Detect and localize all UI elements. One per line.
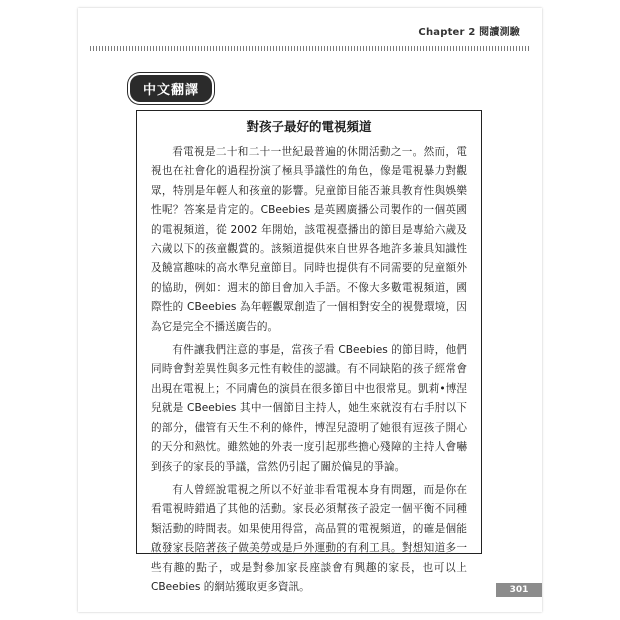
section-tag: 中文翻譯 [130,75,212,102]
article-title: 對孩子最好的電視頻道 [246,119,372,134]
header-rule [90,46,530,51]
chapter-header: Chapter 2 閱讀測驗 [418,27,520,38]
book-page [78,8,542,612]
article-paragraph-3: 有人曾經說電視之所以不好並非看電視本身有問題，而是你在看電視時錯過了其他的活動。家長必須幫孩子設定一個平衡不同種類活動的時間表。如果使用得當，高品質的電視頻道，的確是個能啟發家長陪著孩子做美勞或是戶外運動的有利工具。對想知道多一些有趣的點子，或是對參加家長座談會有興趣的家長，也可以上 CBeebies 的網站獲取更多資訊。 [151,483,467,593]
article-paragraph-2: 有件讓我們注意的事是，當孩子看 CBeebies 的節目時，他們同時會對差異性與多元性有較佳的認識。有不同缺陷的孩子經常會出現在電視上；不同膚色的演員在很多節目中也很常見。凱莉•博涅兒就是 CBeebies 其中一個節目主持人，她生來就沒有右手肘以下的部分，儘管有天生不利的條件，博涅兒證明了她很有逗孩子開心的天分和熱忱。雖然她的外表一度引起那些擔心殘障的主持人會嚇到孩子的家長的爭議，當然仍引起了關於偏見的爭論。 [151,344,467,473]
page-number: 301 [496,583,542,597]
article-box [136,110,482,593]
article-paragraph-1: 看電視是二十和二十一世紀最普遍的休閒活動之一。然而，電視也在社會化的過程扮演了極具爭議性的角色，像是電視暴力對觀眾，特別是年輕人和孩童的影響。兒童節目能否兼具教育性與娛樂性呢？答案是肯定的。CBeebies 是英國廣播公司製作的一個英國的電視頻道，從 2002 年開始，該電視臺播出的節目是專給六歲及六歲以下的孩童觀賞的。該頻道提供來自世界各地許多兼具知識性及饒富趣味的高水準兒童節目。同時也提供有不同需要的兒童額外的協助，例如：週末的節目會加入手語。不像大多數電視頻道，國際性的 CBeebies 為年輕觀眾創造了一個相對安全的視覺環境，因為它是完全不播送廣告的。 [151,146,467,333]
